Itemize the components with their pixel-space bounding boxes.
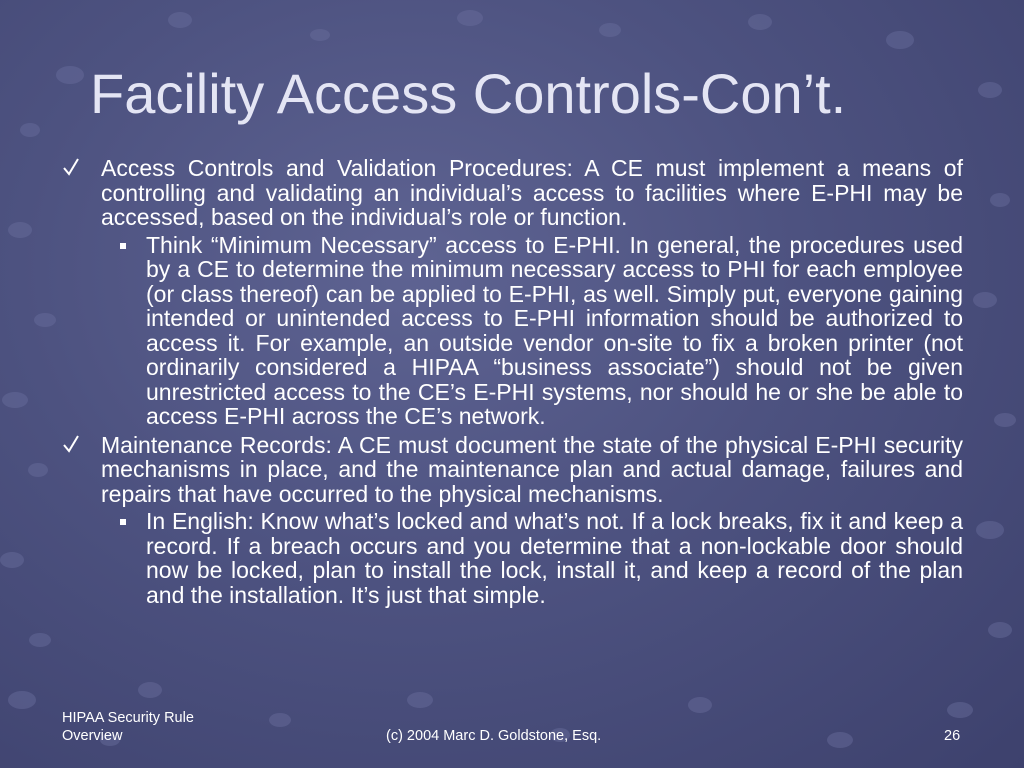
checkmark-icon (62, 157, 80, 177)
checkmark-icon (62, 434, 80, 454)
slide-body (60, 156, 963, 611)
square-bullet-icon (120, 243, 126, 249)
sub-bullet-minimum-necessary (60, 233, 963, 429)
sub-bullet-text: In English: Know what’s locked and what’s not. If a lock breaks, fix it and keep a record. If a breach occurs and you determine that a non-lockable door should now be locked, plan to install the lock, install it, and keep a record of the plan and the installation. It’s just that simple. (146, 508, 963, 608)
footer-copyright: (c) 2004 Marc D. Goldstone, Esq. (386, 728, 602, 744)
square-bullet-icon (120, 519, 126, 525)
footer-title-line2: Overview (62, 728, 123, 744)
bullet-text: Access Controls and Validation Procedures: A CE must implement a means of controlling and validating an individual’s access to facilities where E-PHI may be accessed, based on the individual’s role or function. (101, 155, 963, 230)
sub-bullet-text: Think “Minimum Necessary” access to E-PHI. In general, the procedures used by a CE to determine the minimum necessary access to PHI for each employee (or class thereof) can be applied to E-PHI, as well. Simply put, everyone gaining intended or unintended access to E-PHI information should be authorized to access it. For example, an outside vendor on-site to fix a broken printer (not ordinarily considered a HIPAA “business associate”) should not be given unrestricted access to the CE’s E-PHI systems, nor should he or she be able to access E-PHI across the CE’s network. (146, 231, 963, 429)
bullet-access-controls (60, 156, 963, 230)
bullet-text: Maintenance Records: A CE must document the state of the physical E-PHI security mechanisms in place, and the maintenance plan and actual damage, failures and repairs that have occurred to the physical mechanisms. (101, 431, 963, 507)
page-number: 26 (944, 728, 961, 744)
bullet-maintenance-records (60, 433, 963, 507)
sub-bullet-in-english (60, 509, 963, 607)
footer-title-line1: HIPAA Security Rule (62, 710, 194, 726)
slide-title: Facility Access Controls-Con’t. (90, 62, 847, 125)
footer-presentation-title (62, 709, 194, 745)
